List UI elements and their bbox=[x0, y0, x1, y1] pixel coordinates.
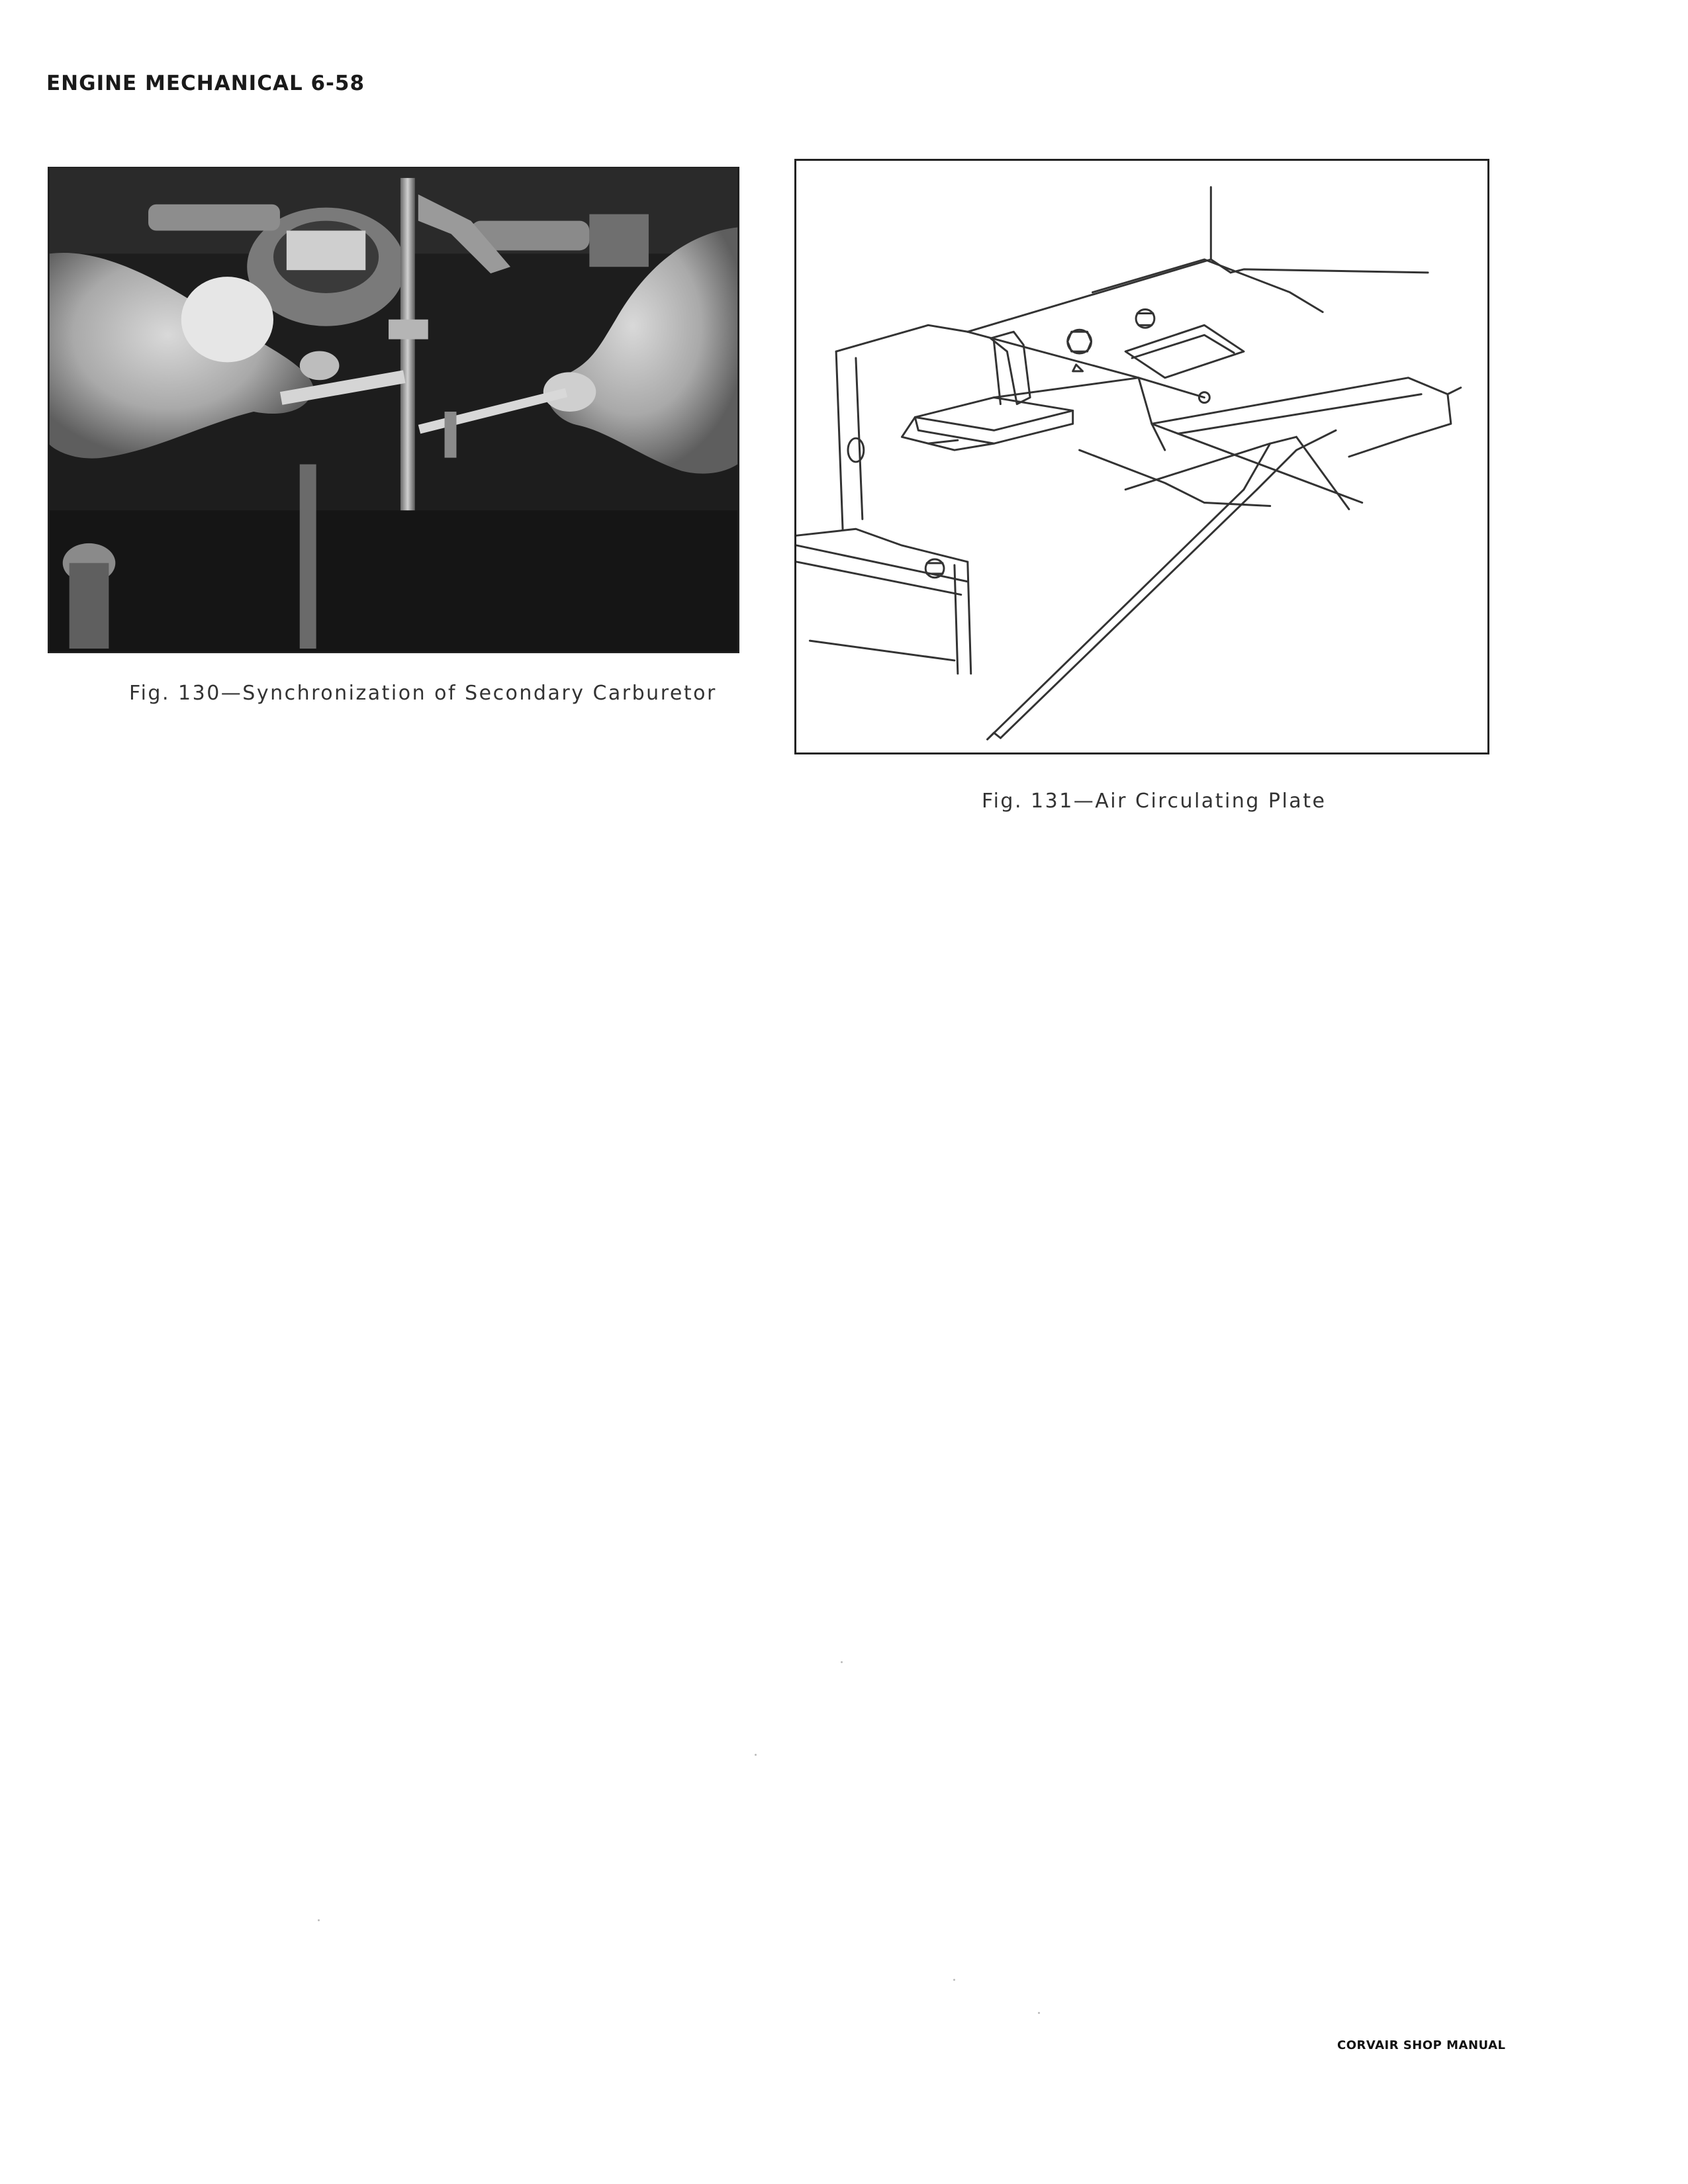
figure-130-caption: Fig. 130—Synchronization of Secondary Carburetor bbox=[129, 682, 717, 705]
scan-speck bbox=[1038, 2012, 1040, 2014]
page-header: ENGINE MECHANICAL 6-58 bbox=[46, 71, 365, 95]
scan-speck bbox=[318, 1919, 320, 1921]
scan-speck bbox=[755, 1754, 757, 1756]
scan-speck bbox=[841, 1661, 843, 1663]
page-footer: CORVAIR SHOP MANUAL bbox=[1337, 2038, 1506, 2052]
figure-131-caption: Fig. 131—Air Circulating Plate bbox=[982, 790, 1327, 813]
scan-speck bbox=[953, 1979, 955, 1981]
figure-131-drawing bbox=[794, 159, 1489, 754]
figure-130-photo bbox=[48, 167, 739, 653]
